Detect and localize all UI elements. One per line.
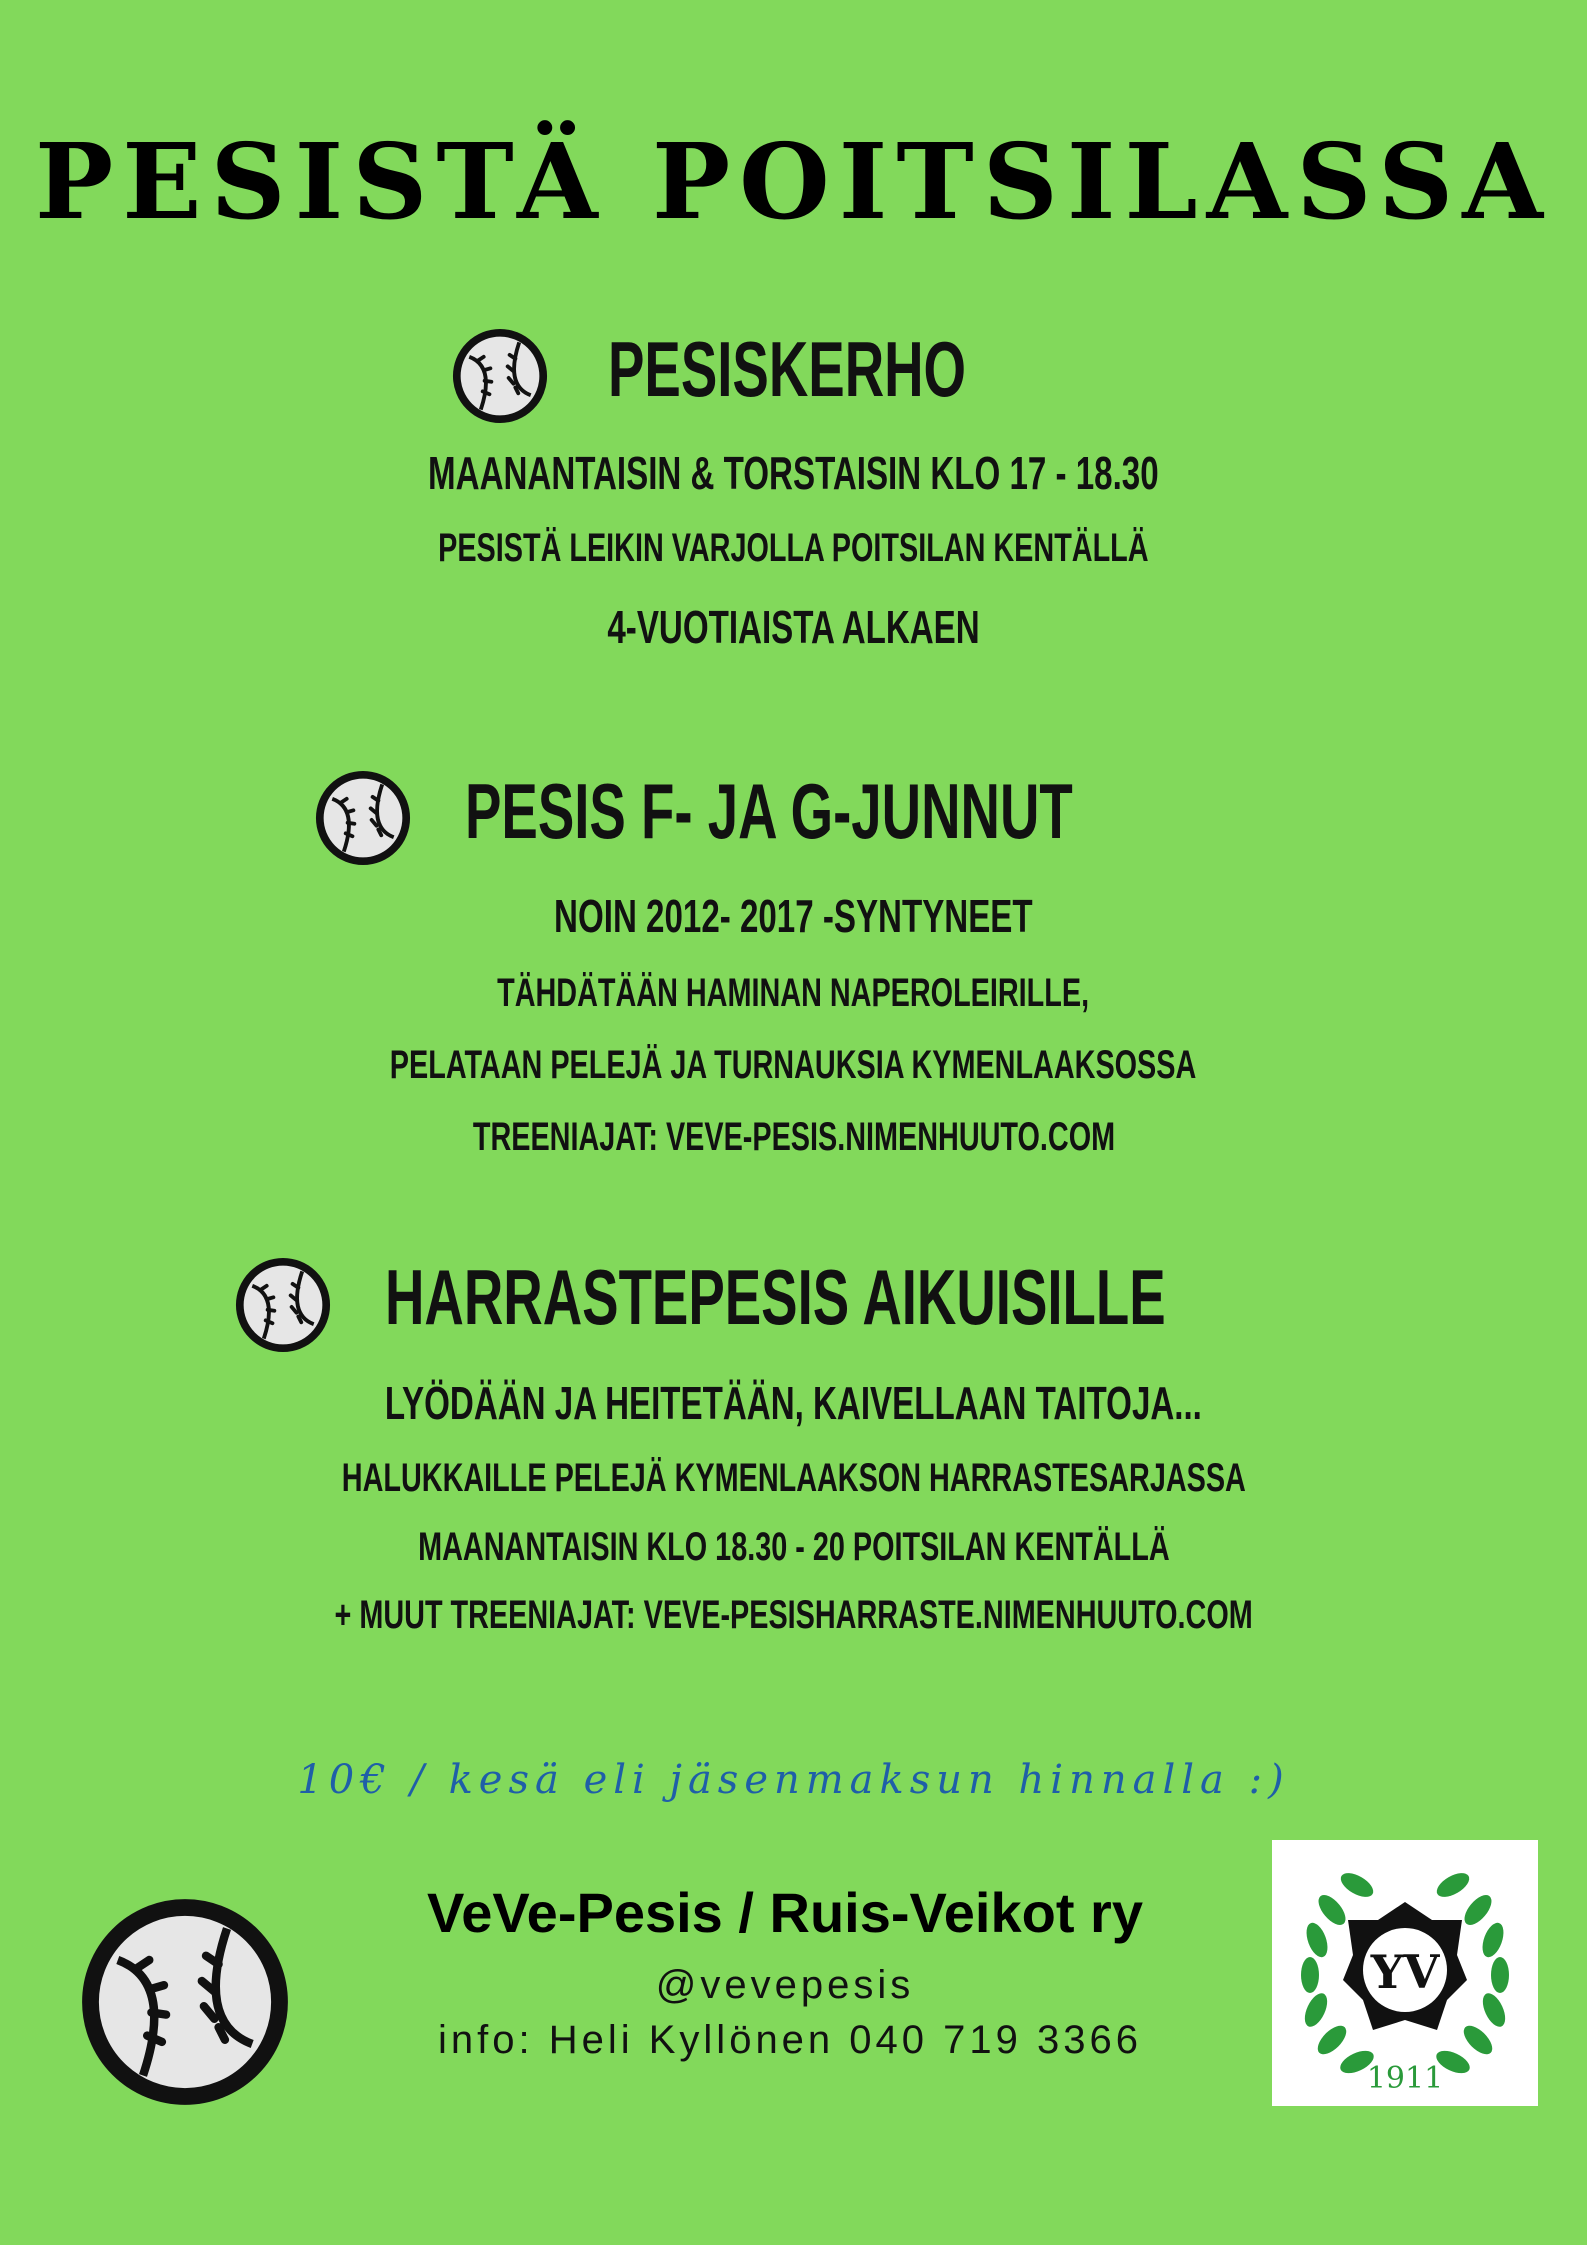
club-logo xyxy=(1272,1840,1538,2106)
svg-text:YV: YV xyxy=(1370,1945,1440,1999)
social-handle: @vevepesis xyxy=(655,1963,915,2007)
section-line: PESISTÄ LEIKIN VARJOLLA POITSILAN KENTÄLLÄ xyxy=(438,526,1149,570)
page-title: PESISTÄ POITSILASSA xyxy=(35,120,1552,243)
section-heading-pesiskerho xyxy=(608,325,1119,413)
organization-name: VeVe-Pesis / Ruis-Veikot ry xyxy=(427,1881,1143,1944)
club-logo-icon xyxy=(1272,1840,1538,2106)
section-heading-harrastepesis xyxy=(385,1253,1500,1341)
section-line: + MUUT TREENIAJAT: VEVE-PESISHARRASTE.NIMENHUUTO.COM xyxy=(334,1593,1253,1637)
baseball-icon xyxy=(452,328,548,424)
section-heading-junnut xyxy=(465,767,1333,855)
section-heading-text: PESIS F- JA G-JUNNUT xyxy=(465,767,1073,855)
baseball-icon xyxy=(315,770,411,866)
section-line: MAANANTAISIN KLO 18.30 - 20 POITSILAN KENTÄLLÄ xyxy=(417,1525,1170,1569)
section-line: LYÖDÄÄN JA HEITETÄÄN, KAIVELLAAN TAITOJA... xyxy=(384,1377,1203,1429)
contact-info: info: Heli Kyllönen 040 719 3366 xyxy=(438,2018,1142,2062)
svg-text:1911: 1911 xyxy=(1366,2061,1444,2096)
section-heading-text: HARRASTEPESIS AIKUISILLE xyxy=(385,1253,1166,1341)
section-heading-text: PESISKERHO xyxy=(608,325,967,413)
baseball-icon xyxy=(235,1257,331,1353)
baseball-icon xyxy=(80,1897,290,2107)
price-note: 10€ / kesä eli jäsenmaksun hinnalla :) xyxy=(297,1757,1290,1803)
section-line: PELATAAN PELEJÄ JA TURNAUKSIA KYMENLAAKSOSSA xyxy=(390,1043,1197,1087)
section-line: TREENIAJAT: VEVE-PESIS.NIMENHUUTO.COM xyxy=(472,1115,1115,1159)
section-line: TÄHDÄTÄÄN HAMINAN NAPEROLEIRILLE, xyxy=(497,971,1090,1015)
section-line: HALUKKAILLE PELEJÄ KYMENLAAKSON HARRASTESARJASSA xyxy=(341,1456,1246,1500)
section-line: 4-VUOTIAISTA ALKAEN xyxy=(607,601,980,653)
section-line: NOIN 2012- 2017 -SYNTYNEET xyxy=(554,890,1033,942)
section-line: MAANANTAISIN & TORSTAISIN KLO 17 - 18.30 xyxy=(428,447,1159,499)
